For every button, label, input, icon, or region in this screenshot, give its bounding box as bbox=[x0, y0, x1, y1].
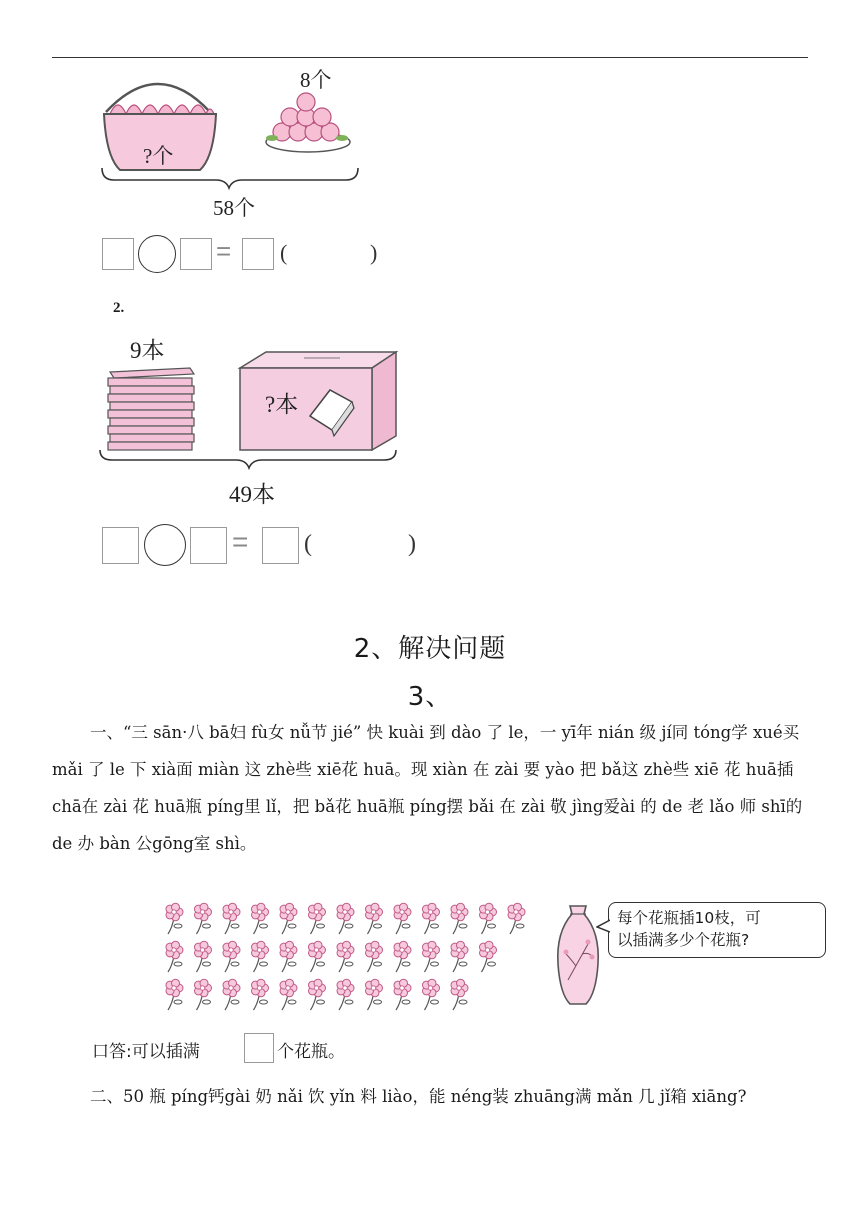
total-books-label: 49本 bbox=[229, 482, 275, 507]
flower bbox=[223, 979, 240, 1010]
plate-count-label: 8个 bbox=[300, 68, 332, 92]
unit-paren-close-2: ) bbox=[408, 531, 416, 557]
flower bbox=[366, 941, 383, 972]
flower bbox=[451, 979, 468, 1010]
unit-paren-close-1: ) bbox=[370, 240, 378, 265]
basket-peaches bbox=[110, 105, 214, 114]
flower bbox=[309, 979, 326, 1010]
flower bbox=[394, 941, 411, 972]
book-stack-label: 9本 bbox=[130, 338, 165, 363]
flower bbox=[280, 941, 297, 972]
flower bbox=[252, 979, 269, 1010]
flower bbox=[166, 903, 183, 934]
top-rule bbox=[52, 57, 808, 58]
flower bbox=[366, 903, 383, 934]
answer-box-1b[interactable] bbox=[180, 238, 212, 270]
answer-box-2a[interactable] bbox=[102, 527, 139, 564]
unit-paren-open-1: ( bbox=[280, 240, 288, 265]
flower bbox=[252, 941, 269, 972]
answer-box-2c[interactable] bbox=[262, 527, 299, 564]
cardboard-box bbox=[240, 352, 396, 450]
operator-circle-2[interactable] bbox=[144, 524, 186, 566]
flower bbox=[166, 979, 183, 1010]
flower bbox=[195, 903, 212, 934]
flower bbox=[337, 903, 354, 934]
basket-and-plate-illustration bbox=[96, 62, 376, 192]
flower bbox=[309, 903, 326, 934]
flower bbox=[394, 903, 411, 934]
flower bbox=[423, 941, 440, 972]
flower bbox=[309, 941, 326, 972]
bubble-line-2: 以插满多少个花瓶? bbox=[617, 931, 750, 949]
box-count-label: ?本 bbox=[265, 392, 299, 417]
flower bbox=[480, 903, 497, 934]
question-1-text: 一、“三 sān·八 bā妇 fù女 nǚ节 jié” 快 kuài 到 dào 了 le，一 yī年 nián 级 jí同 tóng学 xué买 mǎi 了 le 下 xià面 miàn 这 zhè些 xiē花 huā。现 xiàn 在 zài 要 yào 把 bǎ这 zhè些 xiē 花 huā插 chā在 zài 花 huā瓶 píng里 lǐ，把 bǎ花 huā瓶 píng摆 bǎi 在 zài 敬 jìng爱ài 的 de 老 lǎo 师 shī的 de 办 bàn 公gōng室 shì。 bbox=[52, 723, 803, 853]
bubble-line-1: 每个花瓶插10枝，可 bbox=[617, 909, 761, 927]
answer-suffix: 个花瓶。 bbox=[277, 1042, 345, 1062]
section-subtitle: 3、 bbox=[407, 682, 453, 712]
total-brace-2 bbox=[100, 450, 396, 468]
flower bbox=[366, 979, 383, 1010]
flower bbox=[195, 979, 212, 1010]
flower bbox=[223, 941, 240, 972]
flower bbox=[451, 941, 468, 972]
basket-count-label: ?个 bbox=[143, 144, 174, 168]
answer-box-2b[interactable] bbox=[190, 527, 227, 564]
flower bbox=[394, 979, 411, 1010]
problem-number-2: 2. bbox=[113, 300, 125, 316]
flower bbox=[252, 903, 269, 934]
answer-input-vases[interactable] bbox=[244, 1033, 274, 1063]
flower bbox=[223, 903, 240, 934]
flower bbox=[195, 941, 212, 972]
flower bbox=[508, 903, 525, 934]
total-count-label: 58个 bbox=[213, 196, 255, 220]
flower bbox=[480, 941, 497, 972]
flower bbox=[166, 941, 183, 972]
flower bbox=[280, 903, 297, 934]
flower bbox=[451, 903, 468, 934]
section-title: 2、解决问题 bbox=[353, 634, 507, 664]
flower-field bbox=[160, 900, 540, 1020]
answer-box-1c[interactable] bbox=[242, 238, 274, 270]
flower bbox=[337, 941, 354, 972]
question-2-text: 二、50 瓶 píng钙gài 奶 nǎi 饮 yǐn 料 liào，能 néng装 zhuāng满 mǎn 几 jǐ箱 xiāng? bbox=[90, 1087, 747, 1106]
answer-box-1a[interactable] bbox=[102, 238, 134, 270]
equals-sign-2: = bbox=[232, 526, 249, 557]
answer-prefix: 口答:可以插满 bbox=[92, 1042, 200, 1062]
flower bbox=[280, 979, 297, 1010]
flower bbox=[423, 903, 440, 934]
flower bbox=[423, 979, 440, 1010]
unit-paren-open-2: ( bbox=[304, 531, 312, 557]
equals-sign-1: = bbox=[216, 236, 232, 266]
plate-peaches bbox=[273, 93, 339, 141]
flower bbox=[337, 979, 354, 1010]
bubble-tail bbox=[596, 918, 610, 934]
operator-circle-1[interactable] bbox=[138, 235, 176, 273]
book-stack bbox=[108, 368, 194, 450]
books-and-box-illustration bbox=[96, 350, 406, 470]
speech-bubble bbox=[608, 902, 826, 958]
